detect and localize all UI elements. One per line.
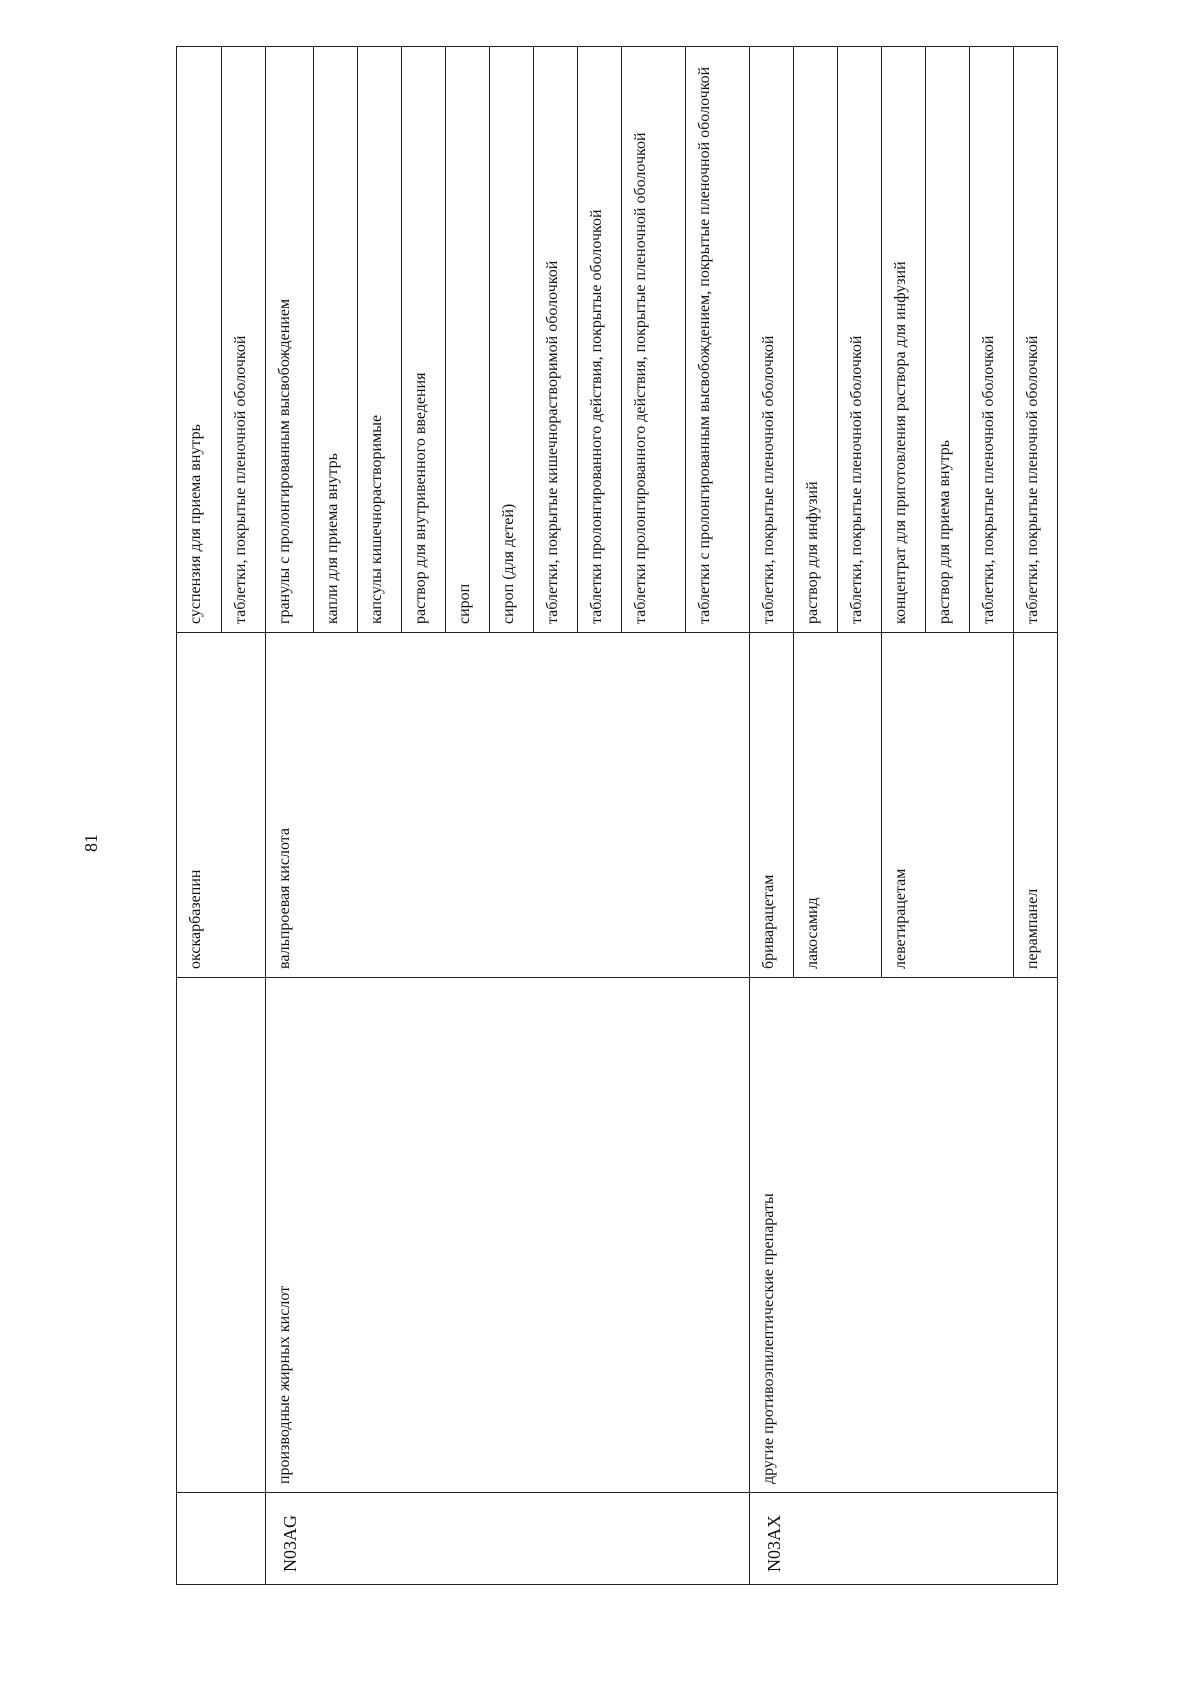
- atc-code-cell: N03AG: [266, 1493, 750, 1585]
- table-row: [177, 47, 222, 1585]
- group-cell: [177, 978, 266, 1493]
- dosage-form-cell: суспензия для приема внутрь: [177, 47, 222, 633]
- rotated-page: [176, 47, 1078, 1585]
- dosage-form-cell: таблетки, покрытые пленочной оболочкой: [970, 47, 1014, 633]
- table-row: [750, 47, 794, 1585]
- group-cell: производные жирных кислот: [266, 978, 750, 1493]
- dosage-form-cell: раствор для приема внутрь: [926, 47, 970, 633]
- dosage-form-cell: раствор для внутривенного введения: [402, 47, 446, 633]
- dosage-form-cell: таблетки пролонгированного действия, покрытые пленочной оболочкой: [622, 47, 686, 633]
- substance-cell: бриварацетам: [750, 633, 794, 978]
- substance-cell: вальпроевая кислота: [266, 633, 750, 978]
- dosage-form-cell: таблетки, покрытые пленочной оболочкой: [1014, 47, 1058, 633]
- page-number: 81: [81, 834, 101, 852]
- substance-cell: перампанел: [1014, 633, 1058, 978]
- substance-cell: леветирацетам: [882, 633, 1014, 978]
- group-cell: другие противоэпилептические препараты: [750, 978, 1058, 1493]
- dosage-form-cell: капсулы кишечнорастворимые: [358, 47, 402, 633]
- dosage-form-cell: таблетки, покрытые пленочной оболочкой: [838, 47, 882, 633]
- dosage-form-cell: таблетки, покрытые пленочной оболочкой: [222, 47, 266, 633]
- dosage-form-cell: концентрат для приготовления раствора для инфузий: [882, 47, 926, 633]
- substance-cell: окскарбазепин: [177, 633, 266, 978]
- dosage-form-cell: таблетки с пролонгированным высвобождением, покрытые пленочной оболочкой: [686, 47, 750, 633]
- dosage-form-cell: таблетки, покрытые кишечнорастворимой оболочкой: [534, 47, 578, 633]
- dosage-form-cell: гранулы с пролонгированным высвобождением: [266, 47, 314, 633]
- atc-code-cell: [177, 1493, 266, 1585]
- dosage-form-cell: раствор для инфузий: [794, 47, 838, 633]
- dosage-form-cell: сироп (для детей): [490, 47, 534, 633]
- dosage-form-cell: таблетки, покрытые пленочной оболочкой: [750, 47, 794, 633]
- drug-table: [176, 46, 1058, 1585]
- dosage-form-cell: сироп: [446, 47, 490, 633]
- dosage-form-cell: таблетки пролонгированного действия, покрытые оболочкой: [578, 47, 622, 633]
- table-row: [266, 47, 314, 1585]
- substance-cell: лакосамид: [794, 633, 882, 978]
- dosage-form-cell: капли для приема внутрь: [314, 47, 358, 633]
- atc-code-cell: N03AX: [750, 1493, 1058, 1585]
